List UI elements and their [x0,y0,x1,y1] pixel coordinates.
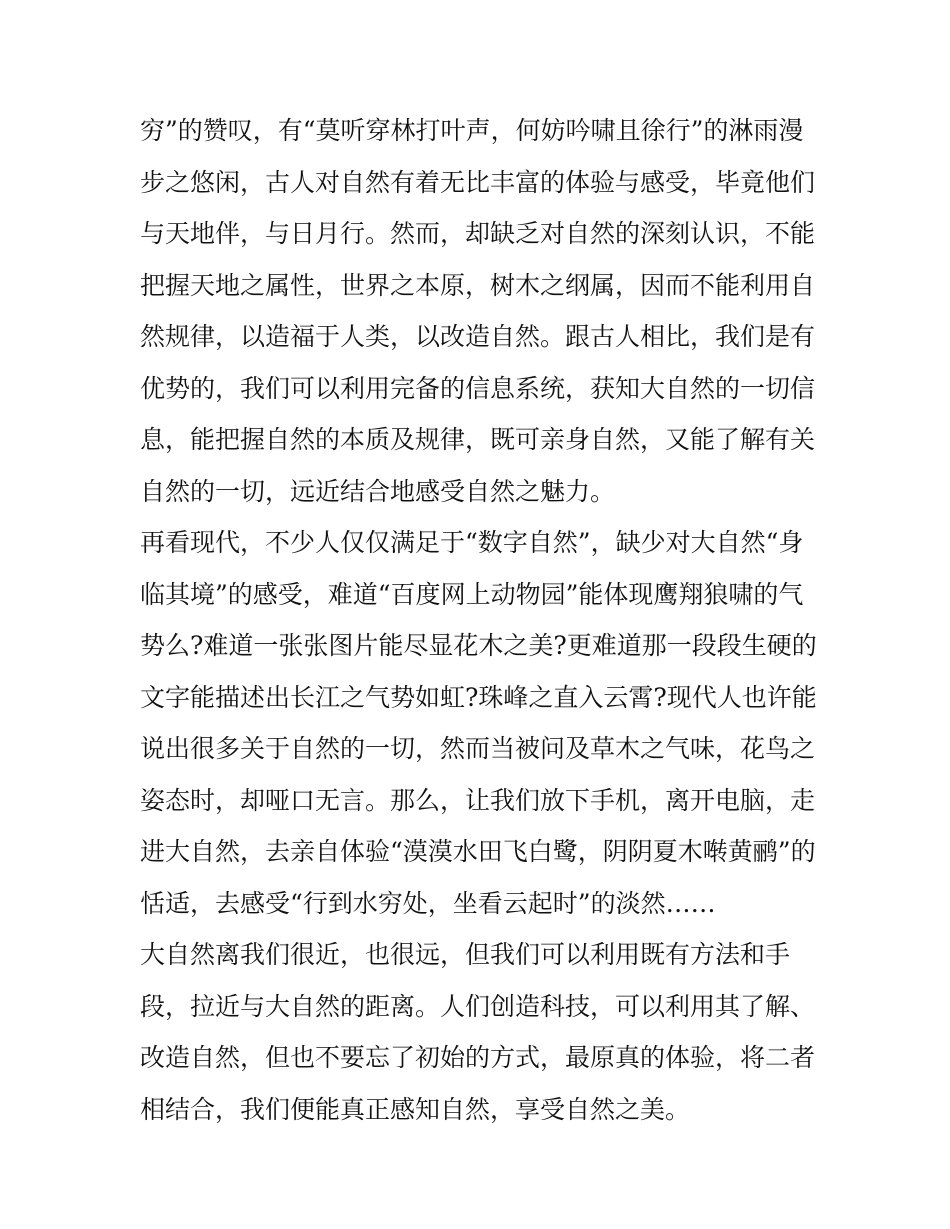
text-line: 优势的，我们可以利用完备的信息系统，获知大自然的一切信 [140,373,816,403]
text-line: 势么?难道一张张图片能尽显花木之美?更难道那一段段生硬的 [140,631,817,660]
text-line: 段，拉近与大自然的距离。人们创造科技，可以利用其了解、 [140,991,816,1021]
document-body [140,105,830,1135]
text-line: 说出很多关于自然的一切，然而当被问及草木之气味，花鸟之 [140,734,816,763]
paragraph-3 [140,929,830,1135]
text-line: 恬适，去感受“行到水穷处，坐看云起时”的淡然…… [140,888,716,918]
text-line: 文字能描述出长江之气势如虹?珠峰之直入云霄?现代人也许能 [140,682,817,712]
paragraph-2 [140,517,830,929]
text-line: 改造自然，但也不要忘了初始的方式，最原真的体验，将二者 [140,1043,816,1072]
text-line: 大自然离我们很近，也很远，但我们可以利用既有方法和手 [140,940,791,969]
text-line: 把握天地之属性，世界之本原，树木之纲属，因而不能利用自 [140,270,816,300]
text-line: 进大自然，去亲自体验“漠漠水田飞白鹭，阴阴夏木啭黄鹂”的 [140,837,816,866]
text-line: 自然的一切，远近结合地感受自然之魅力。 [140,476,616,506]
text-line: 步之悠闲，古人对自然有着无比丰富的体验与感受，毕竟他们 [140,167,816,197]
text-line: 与天地伴，与日月行。然而，却缺乏对自然的深刻认识，不能 [140,219,816,248]
text-line: 穷”的赞叹，有“莫听穿林打叶声，何妨吟啸且徐行”的淋雨漫 [140,116,804,145]
text-line: 相结合，我们便能真正感知自然，享受自然之美。 [140,1094,691,1124]
text-line: 然规律，以造福于人类，以改造自然。跟古人相比，我们是有 [140,322,816,351]
text-line: 息，能把握自然的本质及规律，既可亲身自然，又能了解有关 [140,425,816,454]
text-line: 临其境”的感受，难道“百度网上动物园”能体现鹰翔狼啸的气 [140,579,804,609]
text-line: 再看现代，不少人仅仅满足于“数字自然”，缺少对大自然“身 [140,528,804,557]
text-line: 姿态时，却哑口无言。那么，让我们放下手机，离开电脑，走 [140,785,816,815]
paragraph-1 [140,105,830,517]
